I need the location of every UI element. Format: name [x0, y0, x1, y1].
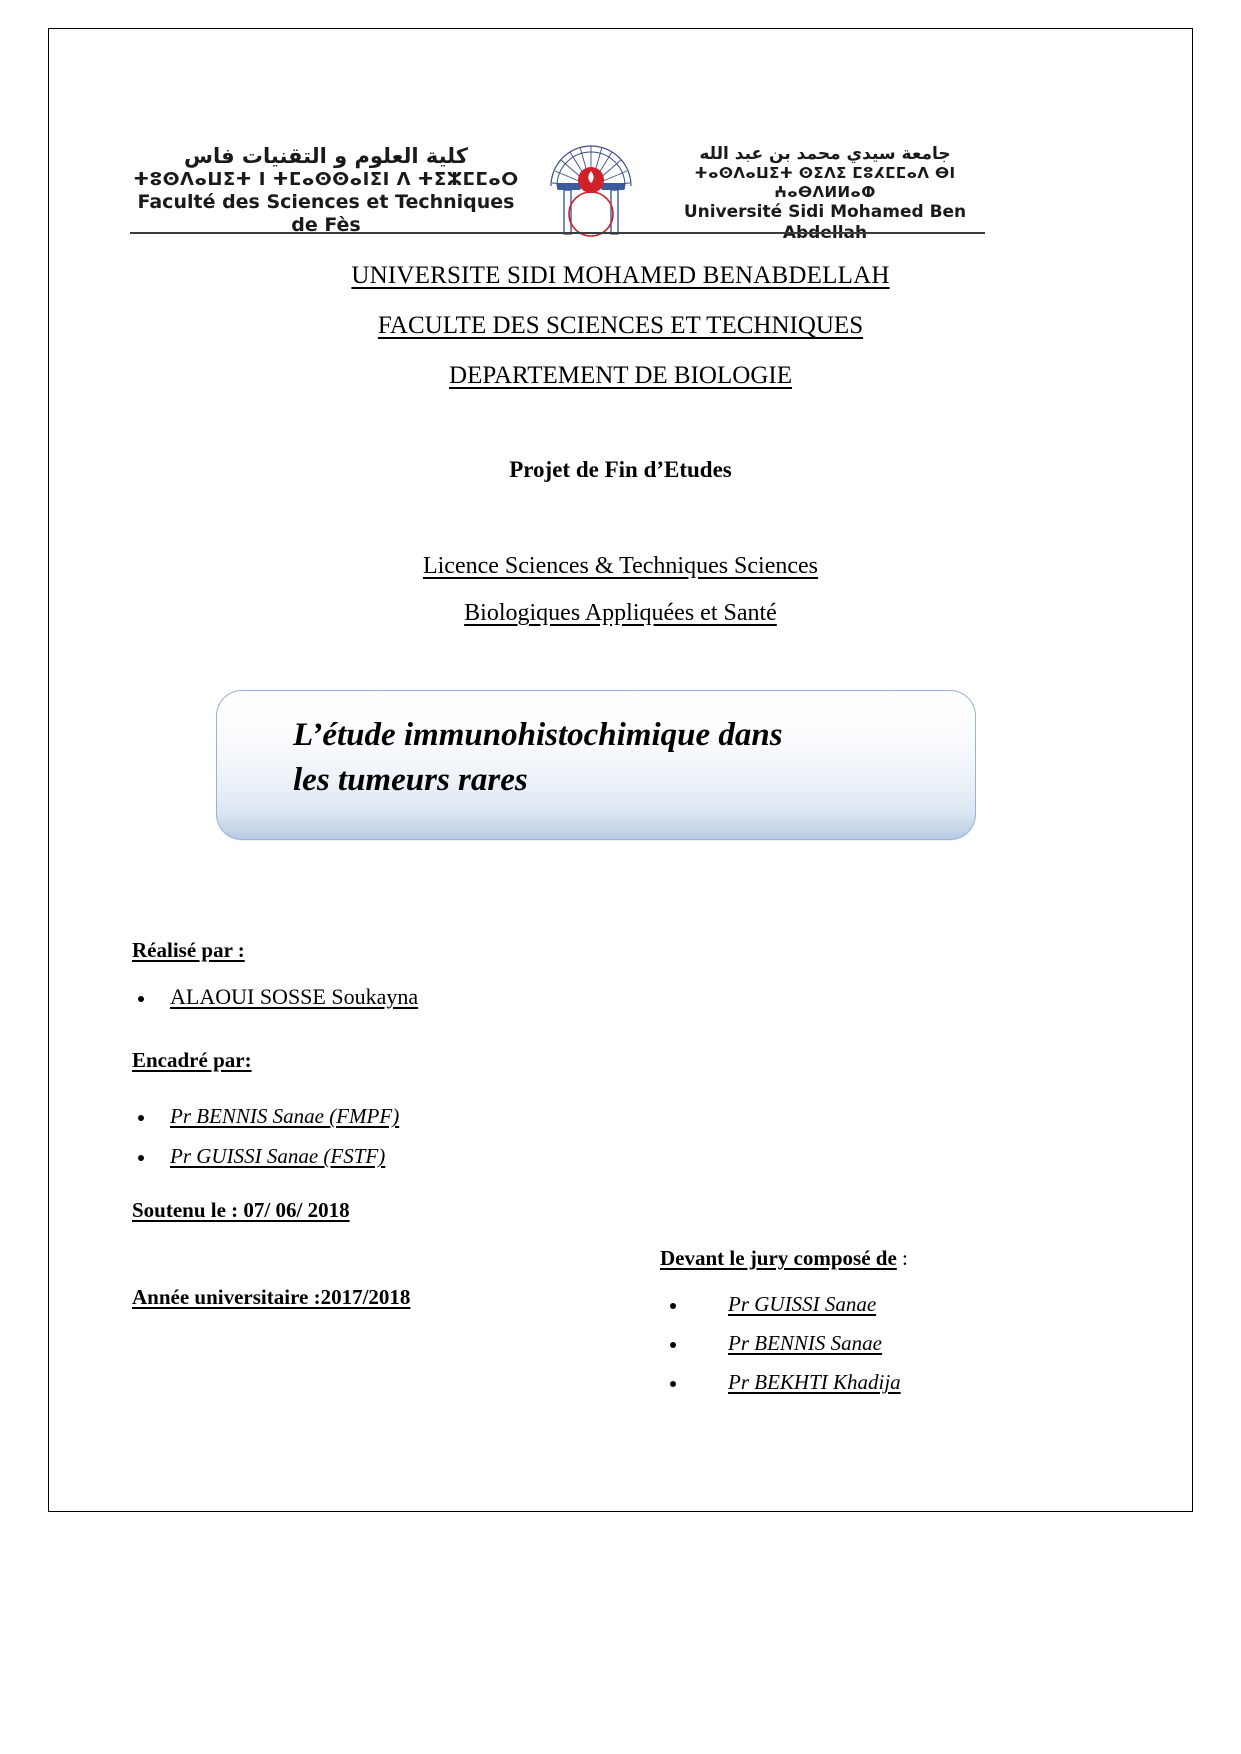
- thesis-title: [293, 713, 913, 802]
- faculty-tifinagh-name: ⵜⵓⵙⴷⴰⵡⵉⵜ ⵏ ⵜⵎⴰⵙⵙⴰⵏⵉⵏ ⴷ ⵜⵉⵣⵎⵎⴰⵔ: [133, 168, 519, 190]
- university-tifinagh-name: ⵜⴰⵙⴷⴰⵡⵉⵜ ⵙⵉⴷⵉ ⵎⵓⵃⵎⵎⴰⴷ ⴱⵏ ⵄⴰⴱⴷⵍⵍⴰⵀ: [694, 164, 956, 202]
- author-list: [132, 986, 418, 1008]
- faculty-wordmark: [130, 144, 522, 237]
- header-divider: [130, 232, 985, 234]
- university-heading: UNIVERSITE SIDI MOHAMED BENABDELLAH: [351, 262, 890, 289]
- list-item: Pr GUISSI Sanae (FSTF): [132, 1146, 399, 1167]
- university-arabic-name: جامعة سيدي محمد بن عبد الله: [699, 144, 951, 164]
- institutional-header: [130, 128, 985, 244]
- supervisors-list: [132, 1106, 399, 1186]
- faculty-heading: FACULTE DES SCIENCES ET TECHNIQUES: [377, 312, 864, 339]
- list-item: Pr GUISSI Sanae: [660, 1294, 901, 1315]
- academic-year: Année universitaire :2017/2018: [132, 1285, 411, 1309]
- header-row: [130, 128, 985, 244]
- thesis-title-line-2: les tumeurs rares: [293, 761, 528, 798]
- university-wordmark: [660, 144, 990, 244]
- university-logo-icon: [535, 128, 647, 240]
- bullet-icon: [138, 1115, 144, 1121]
- bullet-icon: [670, 1342, 676, 1348]
- list-item: ALAOUI SOSSE Soukayna: [132, 986, 418, 1008]
- defense-date: Soutenu le : 07/ 06/ 2018: [132, 1198, 350, 1222]
- thesis-title-box: [216, 690, 976, 840]
- faculty-french-name: Faculté des Sciences et Techniques de Fès: [137, 190, 515, 236]
- jury-label: Devant le jury composé de :: [660, 1246, 908, 1270]
- degree-line-2: Biologiques Appliquées et Santé: [464, 600, 777, 626]
- supervisors-label: Encadré par:: [132, 1048, 252, 1072]
- bullet-icon: [138, 996, 144, 1002]
- thesis-title-line-1: L’étude immunohistochimique dans: [293, 717, 783, 753]
- bullet-icon: [670, 1381, 676, 1387]
- faculty-arabic-name: كلية العلوم و التقنيات فاس: [184, 144, 468, 168]
- bullet-icon: [670, 1303, 676, 1309]
- project-type-heading: Projet de Fin d’Etudes: [509, 457, 732, 482]
- list-item: Pr BENNIS Sanae: [660, 1333, 901, 1354]
- list-item: Pr BEKHTI Khadija: [660, 1372, 901, 1393]
- degree-line-1: Licence Sciences & Techniques Sciences: [422, 553, 819, 579]
- department-heading: DEPARTEMENT DE BIOLOGIE: [449, 362, 792, 389]
- university-french-name: Université Sidi Mohamed Ben Abdellah: [683, 201, 967, 244]
- jury-list: [660, 1294, 901, 1411]
- list-item: Pr BENNIS Sanae (FMPF): [132, 1106, 399, 1127]
- bullet-icon: [138, 1155, 144, 1161]
- author-label: Réalisé par :: [132, 938, 245, 962]
